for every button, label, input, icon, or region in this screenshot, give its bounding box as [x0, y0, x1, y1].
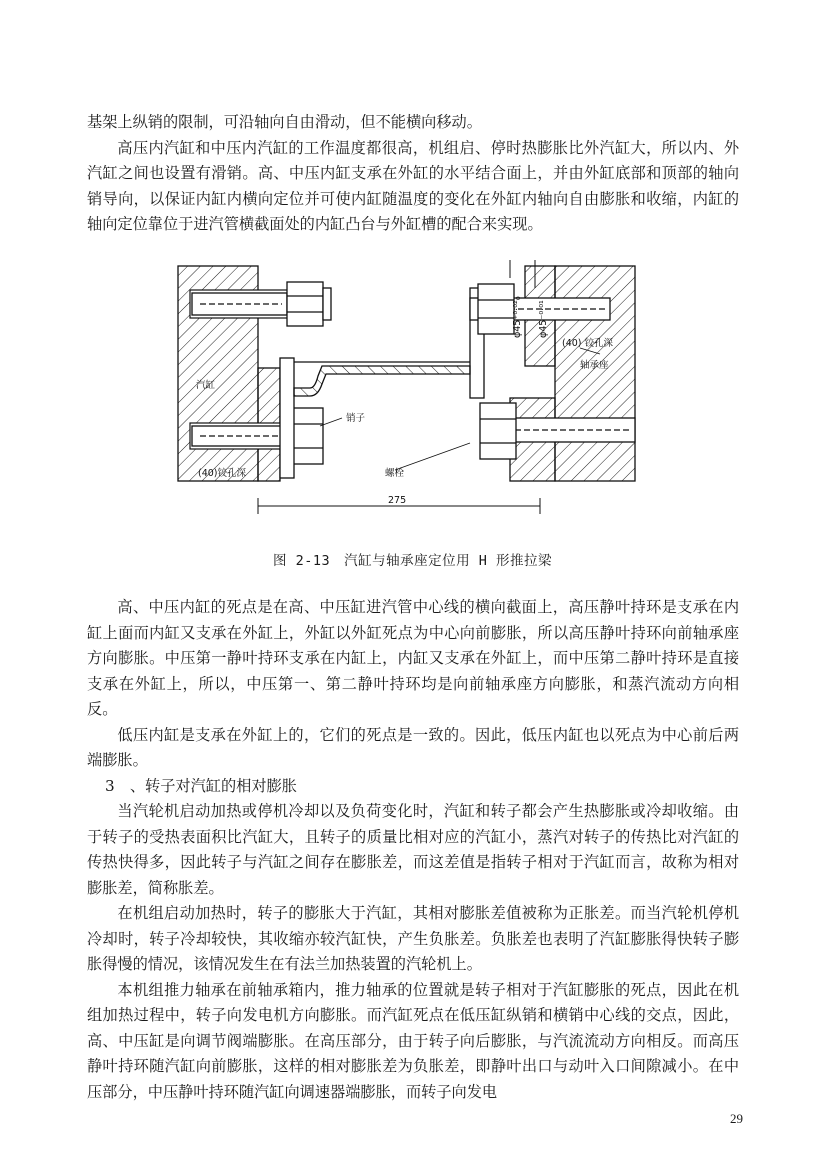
page-number: 29 — [730, 1111, 743, 1126]
label-reamed-hole-left: (40)铰孔深 — [198, 468, 247, 479]
label-bolt: 螺栓 — [385, 468, 405, 479]
paragraph: 当汽轮机启动加热或停机冷却以及负荷变化时，汽缸和转子都会产生热膨胀或冷却收缩。由于转子的受热表面积比汽缸大，且转子的质量比相对应的汽缸小，蒸汽对转子的传热比对汽缸的传热快得多，因此转子与汽缸之间存在膨胀差，而这差值是指转子相对于汽缸而言，故称为相对膨胀差，简称胀差。 — [87, 802, 739, 897]
paragraph: 高、中压内缸的死点是在高、中压缸进汽管中心线的横向截面上，高压静叶持环是支承在内缸上面而内缸又支承在外缸上，外缸以外缸死点为中心向前膨胀，所以高压静叶持环向前轴承座方向膨胀。中压第一静叶持环支承在内缸上，内缸又支承在外缸上，而中压第二静叶持环是直接支承在外缸上，所以，中压第一、第二静叶持环均是向前轴承座方向膨胀，和蒸汽流动方向相反。 — [87, 598, 739, 718]
body-text-top — [87, 110, 739, 238]
paragraph: 高压内汽缸和中压内汽缸的工作温度都很高，机组启、停时热膨胀比外汽缸大，所以内、外汽缸之间也设置有滑销。高、中压内缸支承在外缸的水平结合面上，并由外缸底部和顶部的轴向销导向，以保证内缸内横向定位并可使内缸随温度的变化在外缸内轴向自由膨胀和收缩，内缸的轴向定位靠位于进汽管横截面处的内缸凸台与外缸槽的配合来实现。 — [87, 138, 739, 233]
paragraph: 基架上纵销的限制，可沿轴向自由滑动，但不能横向移动。 — [87, 113, 482, 131]
figure-h-beam — [170, 258, 650, 523]
h-beam-diagram — [170, 258, 650, 523]
label-dim-dia-2: φ45⁻⁰·⁰¹ — [538, 300, 549, 338]
body-text-bottom — [87, 595, 739, 1105]
label-bearing-seat: 轴承座 — [580, 360, 609, 371]
figure-caption: 图 2-13 汽缸与轴承座定位用 H 形推拉梁 — [272, 553, 553, 569]
paragraph: 本机组推力轴承在前轴承箱内，推力轴承的位置就是转子相对于汽缸膨胀的死点，因此在机组加热过程中，转子向发电机方向膨胀。而汽缸死点在低压缸纵销和横销中心线的交点，因此，高、中压缸是向调节阀端膨胀。在高压部分，由于转子向后膨胀，与汽流流动方向相反。而高压静叶持环随汽缸向前膨胀，这样的相对膨胀差为负胀差，即静叶出口与动叶入口间隙减小。在中压部分，中压静叶持环随汽缸向调速器端膨胀，而转子向发电 — [87, 980, 739, 1101]
paragraph: 低压内缸是支承在外缸上的，它们的死点是一致的。因此，低压内缸也以死点为中心前后两端膨胀。 — [87, 725, 739, 769]
label-dim-dia-1: φ45⁺⁰·⁰²₀ — [512, 296, 523, 338]
label-dim-length: 275 — [388, 495, 407, 506]
section-heading: 3 、转子对汽缸的相对膨胀 — [105, 776, 297, 795]
label-reamed-hole-right: (40) 铰孔深 — [562, 338, 614, 349]
label-cylinder: 汽缸 — [196, 380, 216, 391]
label-pin: 销子 — [346, 413, 366, 424]
paragraph: 在机组启动加热时，转子的膨胀大于汽缸，其相对膨胀差值被称为正胀差。而当汽轮机停机冷却时，转子冷却较快，其收缩亦较汽缸快，产生负胀差。负胀差也表明了汽缸膨胀得快转子膨胀得慢的情况，该情况发生在有法兰加热装置的汽轮机上。 — [87, 904, 739, 973]
